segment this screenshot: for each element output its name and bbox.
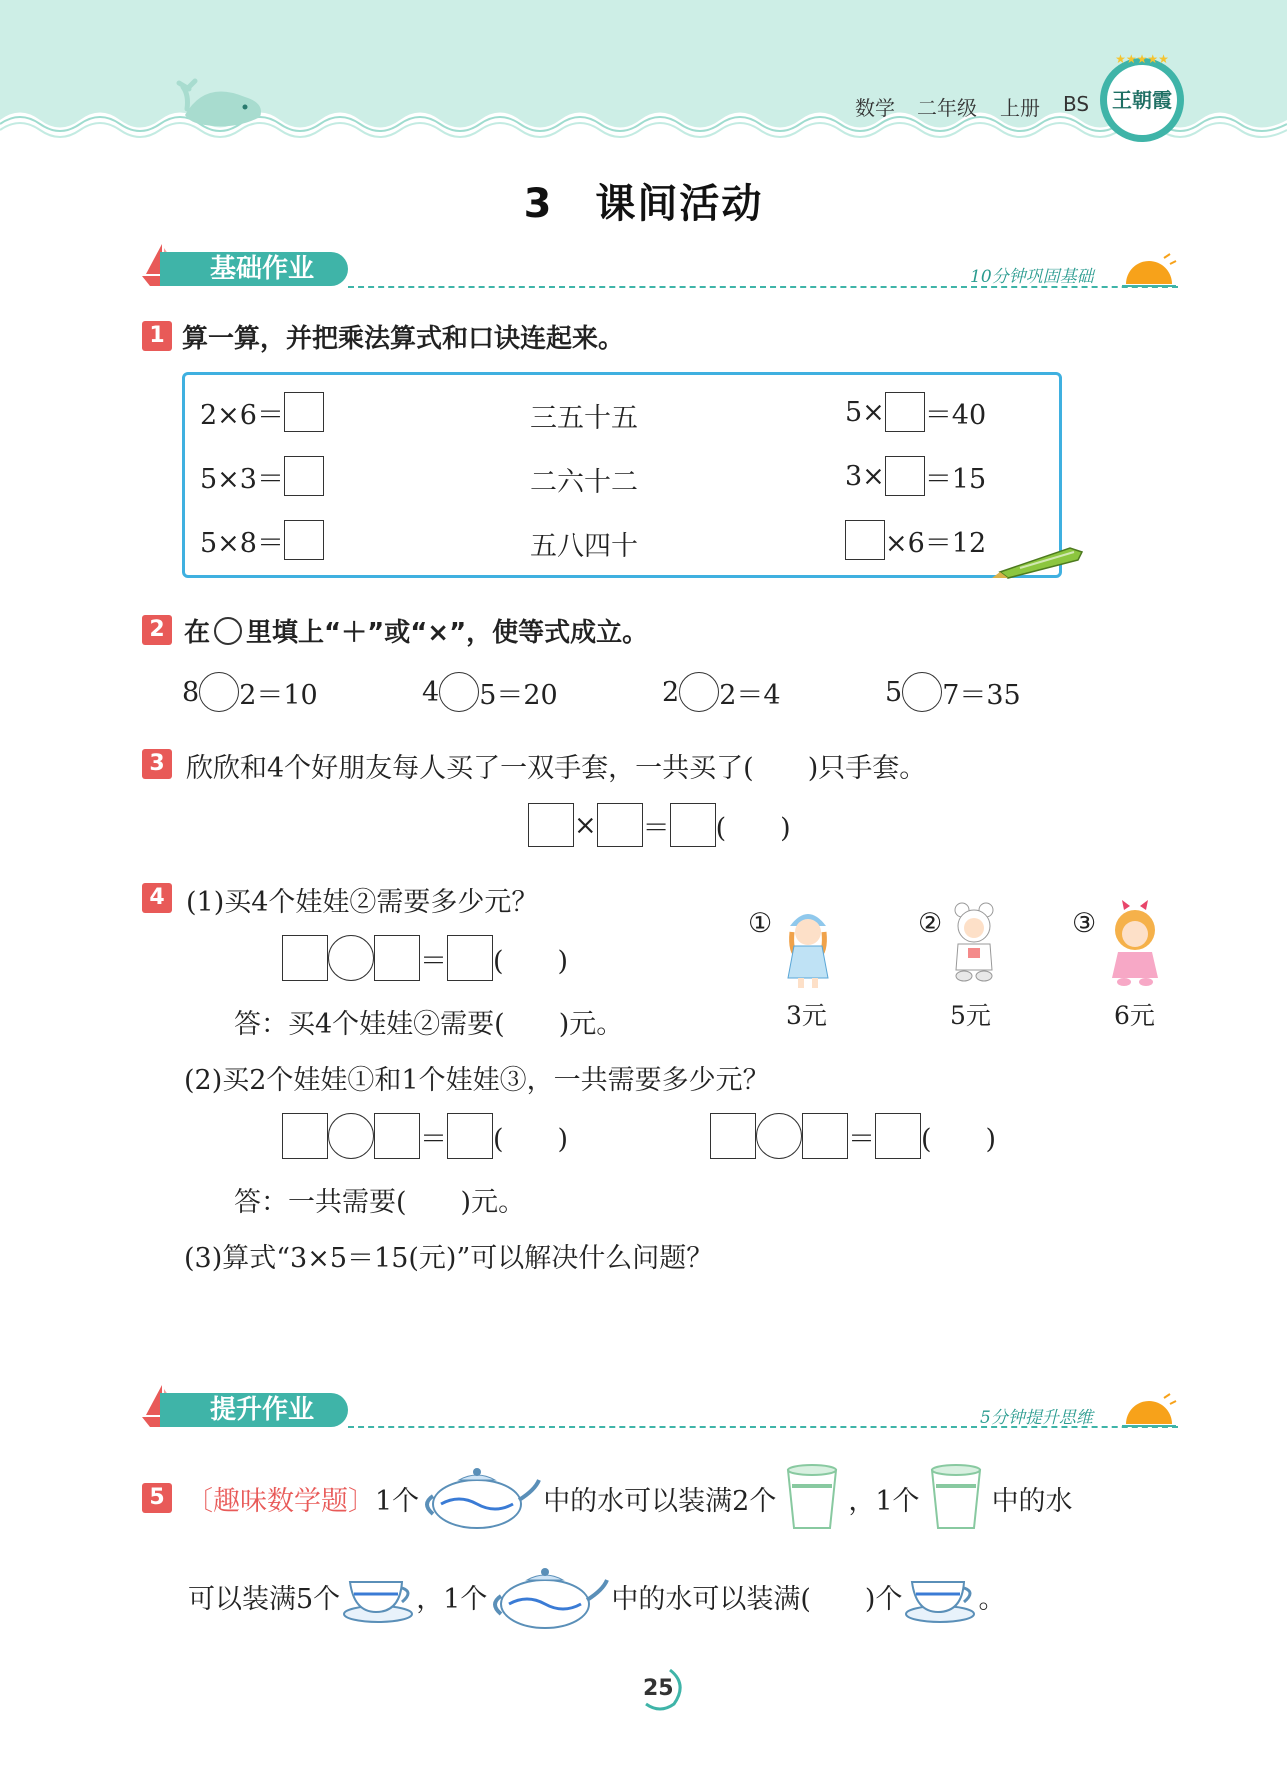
equals-sign: ＝: [848, 1123, 875, 1155]
answer-circle[interactable]: [679, 672, 719, 712]
sun-icon: [1120, 1392, 1178, 1430]
question-3-text: 欣欣和4个好朋友每人买了一双手套，一共买了( )只手套。: [186, 753, 927, 784]
teapot-icon: [487, 1556, 611, 1636]
q1-left-2: [200, 456, 324, 496]
q4-part2-equation-a: [282, 1113, 568, 1159]
question-4-number: 4: [142, 883, 172, 913]
section-basic-tagline: 10分钟巩固基础: [970, 267, 1094, 287]
section-advanced-label: [160, 1393, 348, 1427]
q2-item-1-a: 8: [182, 676, 200, 708]
teacup-icon: [902, 1566, 978, 1626]
answer-box[interactable]: [528, 803, 574, 847]
q5-line-2: [188, 1556, 1005, 1636]
q4-answer1: 答：买4个娃娃②需要( )元。: [234, 1009, 624, 1040]
page-title: 3 课间活动: [523, 181, 764, 227]
circle-symbol-icon: [214, 617, 242, 645]
answer-box[interactable]: [597, 803, 643, 847]
unit-paren: ( ): [493, 1123, 569, 1155]
q5-line-1: [186, 1460, 1073, 1536]
q1-right-1-pre: 5×: [845, 396, 885, 428]
sun-icon: [1120, 252, 1178, 290]
answer-box[interactable]: [282, 1113, 328, 1159]
unit-paren: ( ): [493, 945, 569, 977]
q2-item-2-a: 4: [422, 676, 440, 708]
doll-1-image: [778, 902, 838, 992]
answer-circle[interactable]: [439, 672, 479, 712]
doll-1-price: 3元: [786, 1001, 827, 1030]
header-volume: 上册: [1000, 96, 1040, 120]
q1-left-1-text: 2×6＝: [200, 399, 284, 431]
section-basic-label: [160, 252, 348, 286]
q1-right-1: [845, 392, 986, 432]
answer-box[interactable]: [802, 1113, 848, 1159]
question-1-number: 1: [142, 321, 172, 351]
brand-text: 王朝霞: [1112, 88, 1172, 112]
q2-item-2-b: 5＝20: [479, 679, 558, 711]
teapot-icon: [419, 1460, 543, 1536]
q1-middle-3: 五八四十: [530, 531, 638, 562]
q2-item-4-b: 7＝35: [942, 679, 1021, 711]
q4-part3: (3)算式“3×5＝15(元)”可以解决什么问题？: [184, 1243, 714, 1274]
q1-left-3: [200, 520, 324, 560]
teacup-icon: [340, 1566, 416, 1626]
whale-icon: [175, 75, 275, 135]
question-2-number: 2: [142, 615, 172, 645]
q2-item-3-b: 2＝4: [719, 679, 781, 711]
q2-text-b: 里填上“＋”或“×”，使等式成立。: [246, 618, 649, 648]
q4-answer2: 答：一共需要( )元。: [234, 1187, 526, 1218]
doll-1-label: ①: [748, 908, 773, 939]
q4-part1: (1)买4个娃娃②需要多少元？: [186, 887, 539, 918]
q1-right-3: [845, 520, 986, 560]
unit-paren: ( ): [921, 1123, 997, 1155]
q4-part1-equation: [282, 935, 568, 981]
answer-circle[interactable]: [328, 1113, 374, 1159]
q2-item-3-a: 2: [662, 676, 680, 708]
q1-right-2: [845, 456, 986, 496]
answer-box[interactable]: [670, 803, 716, 847]
q4-part2-equation-b: [710, 1113, 996, 1159]
answer-box[interactable]: [885, 456, 925, 496]
pen-icon: [990, 540, 1090, 580]
q5-tag: 〔趣味数学题〕: [186, 1485, 375, 1517]
answer-circle[interactable]: [328, 935, 374, 981]
doll-2-image: [944, 898, 1004, 988]
page-number: 25: [643, 1676, 674, 1701]
answer-circle[interactable]: [756, 1113, 802, 1159]
answer-box[interactable]: [374, 935, 420, 981]
q5-l2-c: 中的水可以装满( )个: [611, 1583, 903, 1615]
brand-logo: [1100, 52, 1184, 142]
q1-right-2-post: ＝15: [924, 463, 987, 495]
question-3-number: 3: [142, 749, 172, 779]
q5-l1-b: 中的水可以装满2个: [543, 1485, 777, 1517]
q1-right-3-post: ×6＝12: [885, 527, 987, 559]
equals-sign: ＝: [420, 1123, 447, 1155]
equals-sign: ＝: [642, 812, 670, 844]
brand-logo-inner: [1107, 65, 1177, 135]
section-advanced-tagline: 5分钟提升思维: [980, 1408, 1093, 1428]
answer-box[interactable]: [284, 520, 324, 560]
answer-box[interactable]: [885, 392, 925, 432]
header-subject: 数学: [855, 96, 895, 120]
q1-left-2-text: 5×3＝: [200, 463, 284, 495]
answer-box[interactable]: [284, 392, 324, 432]
q2-item-3: [662, 672, 781, 712]
times-sign: ×: [574, 809, 597, 841]
question-5-number: 5: [142, 1483, 172, 1513]
q2-item-4-a: 5: [885, 676, 903, 708]
cup-icon: [776, 1460, 848, 1536]
q5-l1-a: 1个: [375, 1485, 420, 1517]
q4-part2: (2)买2个娃娃①和1个娃娃③，一共需要多少元？: [184, 1065, 770, 1096]
answer-box[interactable]: [284, 456, 324, 496]
answer-box[interactable]: [447, 1113, 493, 1159]
question-1-text: 算一算，并把乘法算式和口诀连起来。: [182, 324, 625, 354]
doll-3-price: 6元: [1114, 1001, 1155, 1030]
header-edition: BS: [1063, 92, 1090, 116]
question-2-text: [184, 612, 648, 649]
doll-2-price: 5元: [950, 1001, 991, 1030]
doll-2-label: ②: [918, 908, 943, 939]
doll-3-label: ③: [1072, 908, 1097, 939]
q1-middle-1: 三五十五: [530, 403, 638, 434]
q1-right-2-pre: 3×: [845, 460, 885, 492]
equals-sign: ＝: [420, 945, 447, 977]
q1-right-1-post: ＝40: [924, 399, 987, 431]
cup-icon: [920, 1460, 992, 1536]
answer-box[interactable]: [374, 1113, 420, 1159]
doll-3-image: [1100, 900, 1170, 990]
q2-item-4: [885, 672, 1021, 712]
answer-circle[interactable]: [902, 672, 942, 712]
section-advanced-text: 提升作业: [210, 1395, 315, 1425]
answer-box[interactable]: [447, 935, 493, 981]
answer-circle[interactable]: [199, 672, 239, 712]
q5-l2-b: ，1个: [416, 1583, 488, 1615]
answer-box[interactable]: [282, 935, 328, 981]
q3-equation: [528, 803, 791, 847]
q2-item-1: [182, 672, 318, 712]
star-decoration: ★★★★★: [1115, 52, 1169, 66]
answer-box[interactable]: [875, 1113, 921, 1159]
q5-l2-d: 。: [978, 1583, 1006, 1615]
q5-l1-c: ，1个: [848, 1485, 920, 1517]
q2-text-a: 在: [184, 618, 211, 648]
q1-left-1: [200, 392, 324, 432]
q2-item-2: [422, 672, 558, 712]
q2-item-1-b: 2＝10: [239, 679, 318, 711]
section-basic-text: 基础作业: [210, 254, 315, 284]
unit-paren: ( ): [715, 812, 791, 844]
header-grade: 二年级: [917, 96, 977, 120]
q1-middle-2: 二六十二: [530, 467, 638, 498]
answer-box[interactable]: [710, 1113, 756, 1159]
q1-left-3-text: 5×8＝: [200, 527, 284, 559]
q5-l2-a: 可以装满5个: [188, 1583, 341, 1615]
answer-box[interactable]: [845, 520, 885, 560]
q5-l1-d: 中的水: [991, 1485, 1073, 1517]
